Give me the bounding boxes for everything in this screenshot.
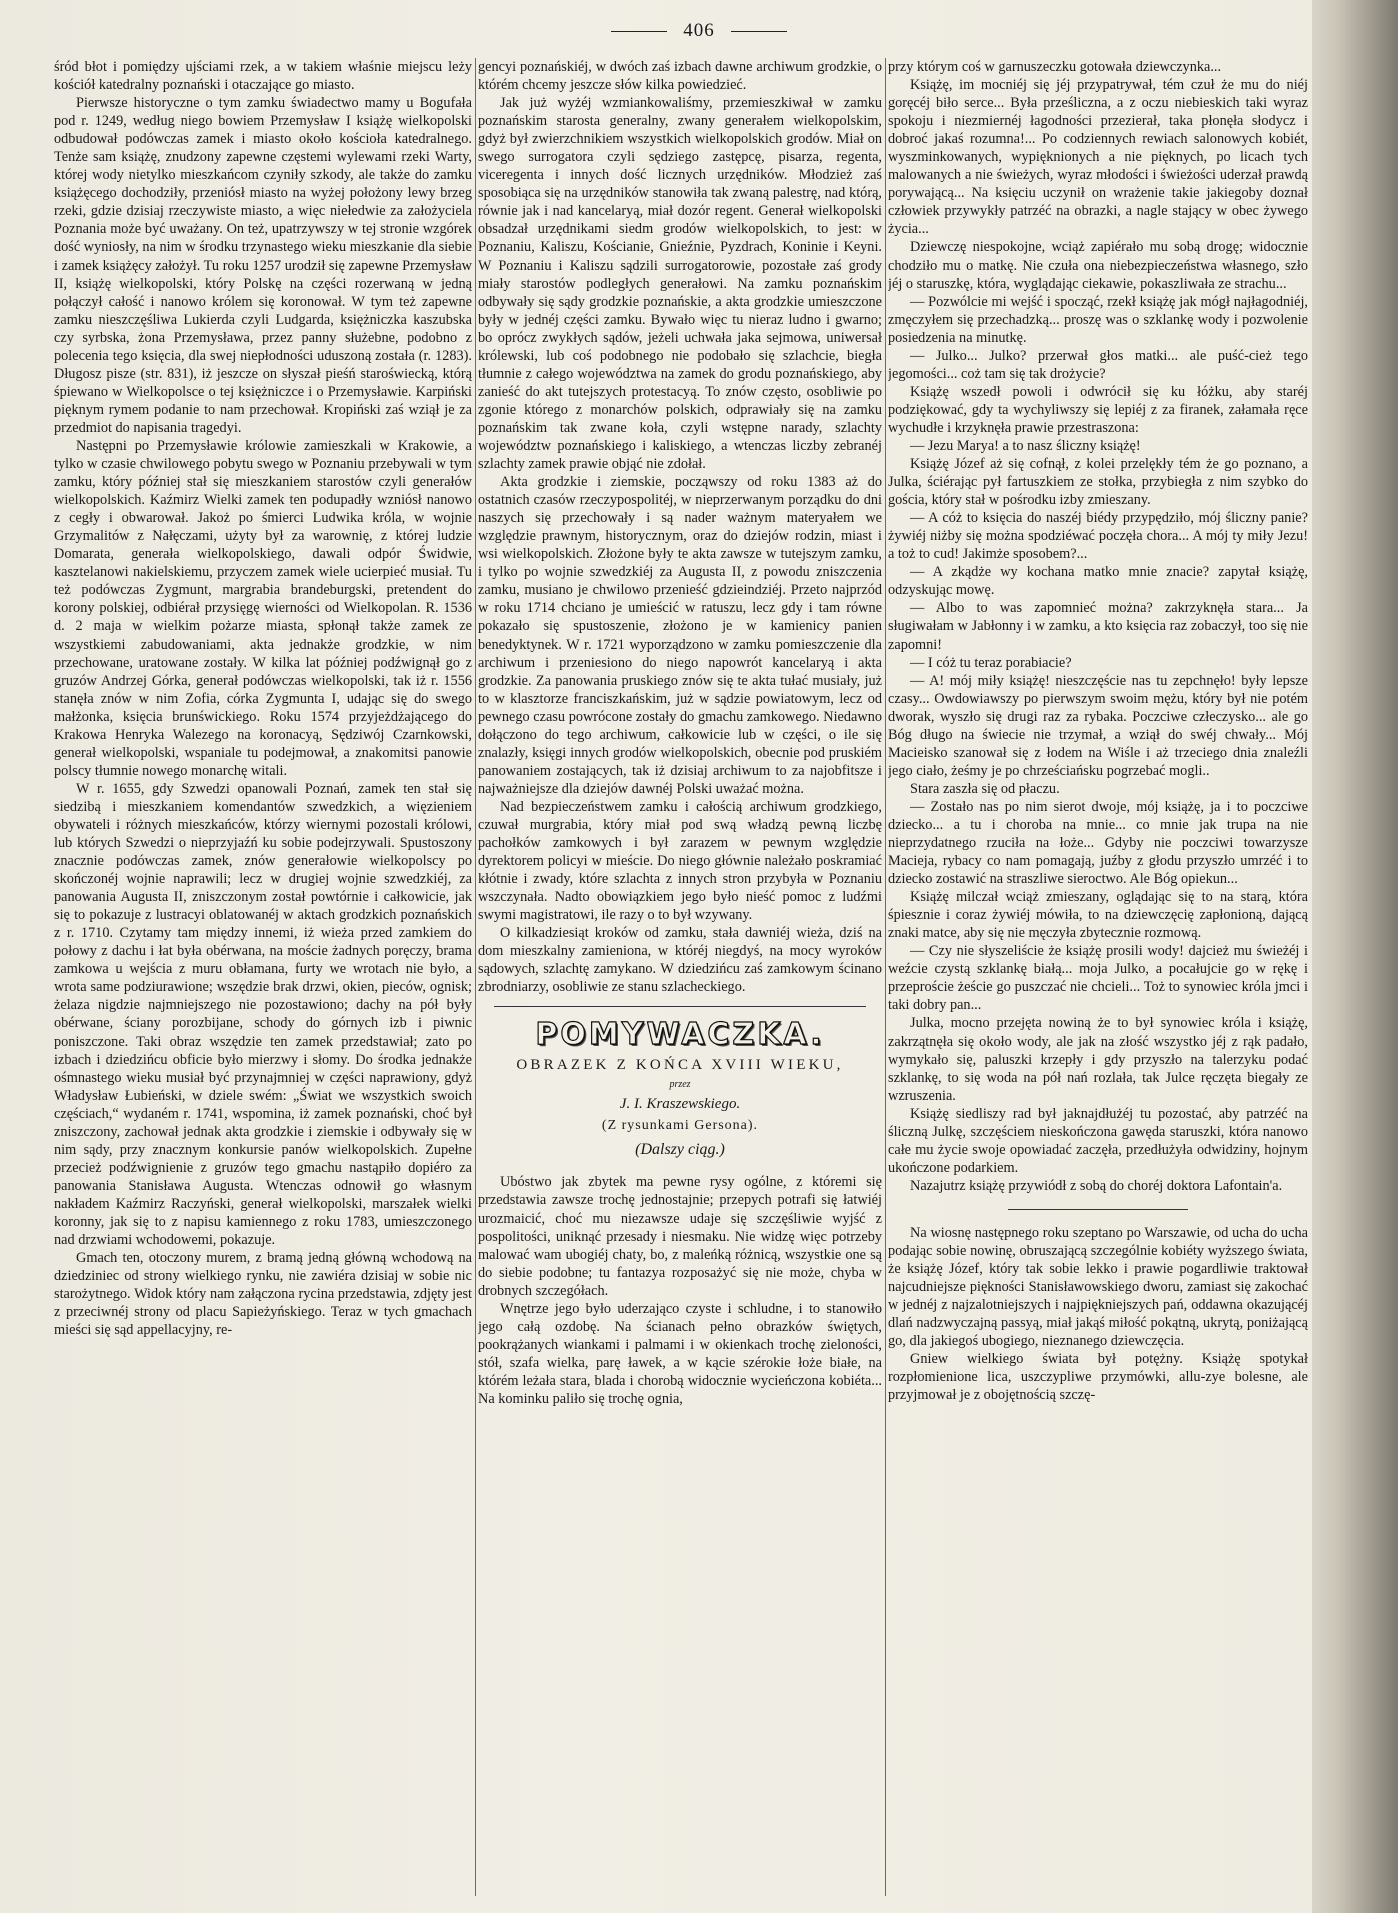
story-title: POMYWACZKA. [535,1017,825,1053]
paragraph: Pierwsze historyczne o tym zamku świadectwo mamy u Bogufała pod r. 1249, według niego bowiem Przemysław I książę wielkopolski odbudował podówczas zamek i miasto około kościoła katedralnego. Tenże sam książę, znudzony zapewne częstemi wylewami rzeki Warty, której wody nietylko mieszkańcom czyniły szkody, ale także do zamku książęcego dochodziły, przeniósł miasto na wyżej położony lewy brzeg rzeki, gdzie dzisiaj rzeczywiste miasto, a więc niełedwie za założyciela Poznania może być uważany. On też, upatrzywszy w tej stronie wzgórek dość wyniosły, na nim w środku trzynastego wieku mieszkanie dla siebie i zamek książęcy założył. Tu roku 1257 urodził się zapewne Przemysław II, książę wielkopolski, który Polskę na części rozerwaną w jedną połączył całość i nanowo królem się koronował. W tym też zapewne zamku nieszczęśliwa Lukierda czyli Ludgarda, księżniczka kaszubska czy syrbska, żona Przemysława, przez panny służebne, podobno z polecenia tego księcia, dla swej niepłodności uduszoną została (r. 1283). Długosz pisze (str. 831), iż jeszcze on słyszał pieśń staroświecką, którą śpiewano w Wielkopolsce o tej księżniczce i o Przemysławie. Karpiński pięknym rymem podanie to nam przechował. Kropiński zaś wziął je za przedmiot do napisania tragedyi. [54,95,472,436]
paragraph: Dziewczę niespokojne, wciąż zapiérało mu sobą drogę; widocznie chodziło mu o matkę. Nie czuła ona niebezpieczeństwa własnego, szło jéj o staruszkę, która, wyglądając ciekawie, pokaszliwała ze strachu... [888,239,1308,292]
paragraph: przy którym coś w garnuszeczku gotowała dziewczynka... [888,59,1222,75]
page-number-rule-left [611,31,667,32]
column-3-text [888,58,1308,1896]
paragraph: — A zkądże wy kochana matko mnie znacie? zapytał książę, odzyskując mowę. [888,564,1308,599]
story-subtitle: OBRAZEK Z KOŃCA XVIII WIEKU, [516,1057,844,1074]
story-continuation: (Dalszy ciąg.) [635,1141,725,1159]
column-2-text [478,58,882,1896]
paragraph: Jak już wyżéj wzmiankowaliśmy, przemieszkiwał w zamku poznańskim starosta generalny, zwany generałem wielkopolskim, gdyż był zwierzchnikiem wszystkich wielkopolskich grodów. Miał on swego surrogatora czyli sędziego zastępcę, pisarza, regenta, viceregenta i innych dość licznych urzędników. Młodzież zaś sposobiąca się na urzędników stanowiła tak zwaną palestrę, nad którą, równie jak i nad kancelaryą, miał dozór regent. Generał wielkopolski obsadzał urzędnikami siedm grodów wielkopolskich, to jest: w Poznaniu, Kaliszu, Kościanie, Gnieźnie, Pyzdrach, Koninie i Keyni. W Poznaniu i Kaliszu sądzili surrogatorowie, pozostałe zaś grody miały starostów podległych generałowi. Na zamku poznańskim odbywały się sądy grodzkie poznańskie, a akta grodzkie umieszczone były w jednéj części zamku. Bywało więc tu nieraz ludno i gwarno; bo oprócz zwykłych sądów, jeżeli uchwała jaka sejmowa, uniwersał królewski, lub coś podobnego nie podobało się szlachcie, biegła tłumnie z całego województwa na zamek do grodu poznańskiego, aby zanieść do akt tutejszych protestacyą. To znów często, osobliwie po zgonie którego z monarchów polskich, odprawiały się na zamku poznańskim tak zwane koła, czyli wstępne narady, szlachty województw poznańskiego i kaliskiego, a wtenczas liczby zebranéj szlachty zamek prawie objąć nie zdołał. [478,95,882,473]
paragraph: Książę wszedł powoli i odwrócił się ku łóżku, aby staréj podziękować, gdy ta wychyliwszy się lepiéj z za firanek, załamała ręce wychudłe i krzyknęła prawie przestraszona: [888,383,1308,436]
adjacent-page-edge [1312,0,1398,1913]
story-author: J. I. Kraszewskiego. [619,1096,741,1113]
paragraph: śród błot i pomiędzy ujściami rzek, a w takiem właśnie miejscu leży kościół katedralny poznański i otaczające go miasto. [54,59,472,94]
paragraph: Gniew wielkiego świata był potężny. Książę spotykał rozpłomienione lica, uszczypliwe przymówki, allu-zye bolesne, ale przyjmował je z obojętnością szczę- [888,1351,1308,1404]
paragraph: — Czy nie słyszeliście że książę prosili wody! dajcież mu świeżéj i weźcie czystą szklankę białą... moja Julko, a pocałujcie go w rękę i przeproście żeście go puszczać nie chcieli... Toż to synowiec króla jmci i taki dobry pan... [888,943,1308,1014]
paragraph: Na wiosnę następnego roku szeptano po Warszawie, od ucha do ucha podając sobie nowinę, obruszającą szczególnie kobiéty wyższego świata, że książę Józef, który tak sobie lekko i prawie pogardliwie traktował najcudniejsze piękności Stanisławowskiego dworu, zamiast się zakochać w jednéj z najzalotniejszych i najpiękniejszych pań, oddawna okazującéj dlań nadzwyczajną passyą, miał jakąś miłość pokątną, ukrytą, poniżającą go, dla jakiegoś ubogiego, nieznanego dziewczęcia. [888,1224,1308,1350]
paragraph: Julka, mocno przejęta nowiną że to był synowiec króla i książę, zakrzątnęła się około wody, ale jak na złość wszystko jéj z rąk padało, wymykało się, paluszki krzepły i gdy przyszło na talerzyku podać szklankę, to się woda na pół nań rozlała, tak Julce ręczęta biegały ze wzruszenia. [888,1015,1308,1104]
paragraph: Ubóstwo jak zbytek ma pewne rysy ogólne, z któremi się przedstawia zawsze trochę jednostajnie; przepych potrafi się łatwiéj urozmaicić, choć mu niezawsze udaje się szczęśliwie wyjść z pospolitości, uniknąć przesady i niesmaku. Nie widzę więc potrzeby malować wam ubogiéj chaty, bo, z maleńką różnicą, wszystkie one są do siebie podobne; tu fantazya rozposażyć się nie może, chyba w drobnych szczegółach. [478,1174,882,1299]
page-number [0,20,1398,42]
paragraph: — I cóż tu teraz porabiacie? [910,654,1072,671]
paragraph: Następni po Przemysławie królowie zamieszkali w Krakowie, a tylko w czasie chwilowego pobytu swego w Poznaniu przebywali w tym zamku, który później stał się mieszkaniem starostów czyli generałów wielkopolskich. Kaźmirz Wielki zamek ten podupadły wzniósł nanowo z cegły i obwarował. Jakoż po śmierci Ludwika króla, w wojnie Grzymalitów z Nałęczami, użyty był za warownię, z której ludzie Domarata, generała wielkopolskiego, dawali odpór Świdwie, kasztelanowi nakielskiemu, przyczem zamek wiele ucierpieć musiał. Tu też podówczas Zygmunt, margrabia brandeburgski, pretendent do korony polskiej, odbiérał przysięgę wierności od Wielkopolan. R. 1536 d. 2 maja w wielkim pożarze miasta, spłonął także zamek ze wszystkiemi zabudowaniami, akta jednakże grodzkie, w nim przechowane, uratowane zostały. W kilka lat później podźwignął go z gruzów Andrzej Górka, generał podówczas wielkopolski, tak iż r. 1556 stanęła znów w nim Zofia, córka Zygmunta I, udając się do swego małżonka, księcia brunświckiego. Roku 1574 przyjeżdżającego do Krakowa Henryka Walezego na koronacyą, Sędziwój Czarnkowski, generał wielkopolski, wspaniale tu podejmował, a znakomitsi panowie polscy tłumnie nowego monarchę witali. [54,437,472,779]
page-number-text: 406 [683,20,715,41]
story-by: przez [669,1079,691,1091]
paragraph: — Jezu Marya! a to nasz śliczny książę! [910,437,1141,454]
paragraph: — A cóż to księcia do naszéj biédy przypędziło, mój śliczny panie? żywiéj niżby się można spodziéwać poczęła chora... A mój ty miły Jezu! a toż to cud! Jakimże sposobem?... [888,510,1308,563]
paragraph: Akta grodzkie i ziemskie, począwszy od roku 1383 aż do ostatnich czasów rzeczypospolitéj, w nieprzerwanym porządku do dni naszych się przechowały i są nader ważnym materyałem we względzie prawnym, historycznym, oraz do dziejów rodzin, miast i wsi wielkopolskich. Złożone były te akta zawsze w tutejszym zamku, i tylko po wojnie szwedzkiéj za Augusta II, z powodu zniszczenia zamku, musiano je chwilowo przenieść gdzieindziéj. Przeto najprzód w roku 1714 chciano je umieścić w ratuszu, lecz gdy i tam równe pokazało się spustoszenie, złożono je w kamienicy panien benedyktynek. W r. 1721 wyporządzono w zamku pomieszczenie dla archiwum i przeniesiono do niego napowrót kancelaryą i akta grodzkie. Za panowania pruskiego znów się te akta tułać musiały, już to w klasztorze franciszkańskim, już w sądzie powiatowym, lecz od pewnego czasu powrócone zostały do gmachu zamkowego. Niedawno dołączono do tego archiwum, całkowicie lub w części, o ile się znalazły, księgi innych grodów wielkopolskich, obecnie pod pruskiém panowaniem zostających, tak iż dzisiaj archiwum to za najobfitsze i najważniejsze dla dziejów dawnéj Polski uważać można. [478,474,882,797]
paragraph: W r. 1655, gdy Szwedzi opanowali Poznań, zamek ten stał się siedzibą i mieszkaniem komendantów szwedzkich, a więzieniem obywateli i różnych mieszkańców, którzy wiernymi pozostali królowi, lub których Szwedzi o nieprzyjaźń ku sobie podejrzywali. Spustoszony znacznie podówczas zamek, znów generałowie wielkopolscy po skończonéj wojnie naprawili; lecz w drugiej wojnie szwedzkiéj, za panowania Augusta II, zniszczonym został powtórnie i całkowicie, jak się to pokazuje z lustracyi oblatowanéj w aktach grodzkich poznańskich z r. 1710. Czytamy tam między innemi, iż wieża przed zamkiem do połowy z dachu i łat była obérwana, na moście żadnych poręczy, brama zamkowa u wejścia z muru obłamana, furty we wrotach nie było, a wrota same podziurawione; wszędzie brak drzwi, okien, pieców, ognisk; żelaza nigdzie najmniejszego nie pozostawiono; dachy na pół były obérwane, ściany porozbijane, schody do górnych izb i piwnic poniszczone. Taki obraz wszędzie ten zamek przedstawiał; zato po izbach i dziedzińcu obficie było mierzwy i słomy. Do środka jednakże ośmnastego wieku musiał być przynajmniej w części naprawiony, gdyż Władysław Łubieński, w dziele swém: „Świat we wszystkich swoich częściach,“ wydaném r. 1741, wspomina, iż zamek poznański, choć był zniszczony, zachował jednak akta grodzkie i ziemskie i odbywały się w nim sądy, przy znacznym konkursie panów wielkopolskich. Zupełne przecież podźwignienie z gruzów tego gmachu nastąpiło dopiéro za panowania Stanisława Augusta. Wtenczas odnowił go własnym nakładem Kaźmirz Raczyński, generał wielkopolski, marszałek wielki koronny, jak się to z napisu kamiennego z roku 1783, umieszczonego nad drzwiami wchodowemi, pokazuje. [54,780,472,1249]
paragraph: Nad bezpieczeństwem zamku i całością archiwum grodzkiego, czuwał murgrabia, który miał pod swą władzą pewną liczbę pachołków zamkowych i był zarazem w pewnym względzie dyrektorem policyi w mieście. Do niego głównie należało poskramiać kłótnie i zwady, które szlachta z innych stron przybyła w Poznaniu wszczynała. Nadto obowiązkiem jego było nieść pomoc z ludźmi swymi magistratowi, ile razy o to był wzywany. [478,798,882,924]
paragraph: — Zostało nas po nim sierot dwoje, mój książę, ja i to poczciwe dziecko... a tu i choroba na mnie... co mnie jak trupa na nie nieprzydatnego rzuciła na łoże... Gdyby nie poczciwi towarzysze Macieja, rybacy co nam pomagają, juźby z głodu przyszło umrzéć i to dziecko zostawić na straszliwe sieroctwo. Ale Bóg opiekun... [888,798,1308,888]
column-divider-right [885,58,886,1896]
paragraph: — Albo to was zapomnieć można? zakrzyknęła stara... Ja sługiwałam w Jabłonny i w zamku, a kto księcia raz zobaczył, too się nie zapomni! [888,600,1308,653]
paragraph: Książę siedliszy rad był jaknajdłużéj tu pozostać, aby patrzéć na śliczną Julkę, szczęściem nieskończona gawęda staruszki, która nanowo całe mu życie swoje opowiadać zaczęła, przedłużyła odwidziny, hojnym ukończone podarkiem. [888,1105,1308,1176]
paragraph: Nazajutrz książę przywiódł z sobą do choréj doktora Lafontain'a. [910,1177,1283,1194]
column-divider-left [475,58,476,1896]
paragraph: Książę, im mocniéj się jéj przypatrywał, tém czuł że mu do niéj goręcéj biło serce... Była prześliczna, a z oczu niebieskich taki wyraz spokoju i niezmiernéj łagodności przezierał, taka płonęła słodycz i dobroć jakaś rozumna!... Po codziennych rewiach salonowych kobiét, wyszminkowanych, wypięknionych a nie pięknych, po licach tych malowanych a nie świeżych, wyraz młodości i świeżości uderzał prawdą porywającą... Na księciu uczynił on wrażenie takie jakiegoby doznał człowiek przywykły patrzéć na obrazki, a nagle stający w obec żywego życia... [888,77,1308,238]
paragraph: — Pozwólcie mi wejść i spocząć, rzekł książę jak mógł najłagodniéj, zmęczyłem się przechadzką... proszę was o szklankę wody i pozwolenie posiedzenia na minutkę. [888,293,1308,346]
story-illustrations-note: (Z rysunkami Gersona). [601,1118,759,1134]
section-rule [1008,1209,1188,1210]
paragraph: Gmach ten, otoczony murem, z bramą jedną główną wchodową na dziedziniec od strony wielkiego rynku, nie zawiéra dzisiaj w sobie nic starożytnego. Widok który nam załączona rycina przedstawia, zdjęty jest z przeciwnéj strony od placu Sapieżyńskiego. Teraz w tych gmachach mieści się sąd appellacyjny, re- [54,1250,472,1339]
page-number-rule-right [731,31,787,32]
paragraph: — A! mój miły książę! nieszczęście nas tu zepchnęło! były lepsze czasy... Owdowiawszy po pierwszym swoim mężu, który był nie potém dworak, wyszło się drugi raz za rybaka. Poczciwe człeczysko... ale go Bóg długo na świecie nie trzymał, a wziął do swéj chwały... Mój Macieisko szanował się z łodem na Wiśle i aż trzeciego dnia znaleźli jego ciało, żeśmy je po chrześciańsku pogrzebać mogli.. [888,672,1308,779]
paragraph: Książę milczał wciąż zmieszany, oglądając się to na starą, która śpiesznie i coraz żywiéj mówiła, to na dziewczęcię zapłonioną, dającą znaki matce, aby się nie męczyła zbytecznie rozmową. [888,889,1308,942]
story-heading [478,1017,882,1163]
section-rule [494,1006,866,1007]
paragraph: Stara zaszła się od płaczu. [910,780,1060,797]
paragraph: O kilkadziesiąt kroków od zamku, stała dawniéj wieża, dziś na dom mieszkalny zamieniona, w któréj niegdyś, na mocy wyroków sądowych, szlachtę zamykano. W dziedzińcu zaś zamkowym ścinano zbrodniarzy, osobliwie ze stanu szlacheckiego. [478,925,882,996]
paragraph: — Julko... Julko? przerwał głos matki... ale puść-cież tego jegomości... coż tam się tak drożycie? [888,347,1308,382]
paragraph: Wnętrze jego było uderzająco czyste i schludne, i to stanowiło jego całą ozdobę. Na ścianach pełno obrazków świętych, pookrążanych wiankami i palmami i w okienkach trochę zieloności, stół, szafa wielka, parę ławek, a w kącie szérokie łoże białe, na którém leżała stara, blada i chorobą widocznie wycieńczona kobiéta... Na kominku paliło się trochę ognia, [478,1300,882,1407]
paragraph: Książę Józef aż się cofnął, z kolei przelękły tém że go poznano, a Julka, ściérając pył fartuszkiem ze stołka, przybiegła z nim szybko do gościa, który stał w pośrodku izby zmieszany. [888,456,1308,509]
column-1-text [54,58,472,1896]
paragraph: gencyi poznańskiéj, w dwóch zaś izbach dawne archiwum grodzkie, o którém chcemy jeszcze słów kilka powiedzieć. [478,59,882,94]
